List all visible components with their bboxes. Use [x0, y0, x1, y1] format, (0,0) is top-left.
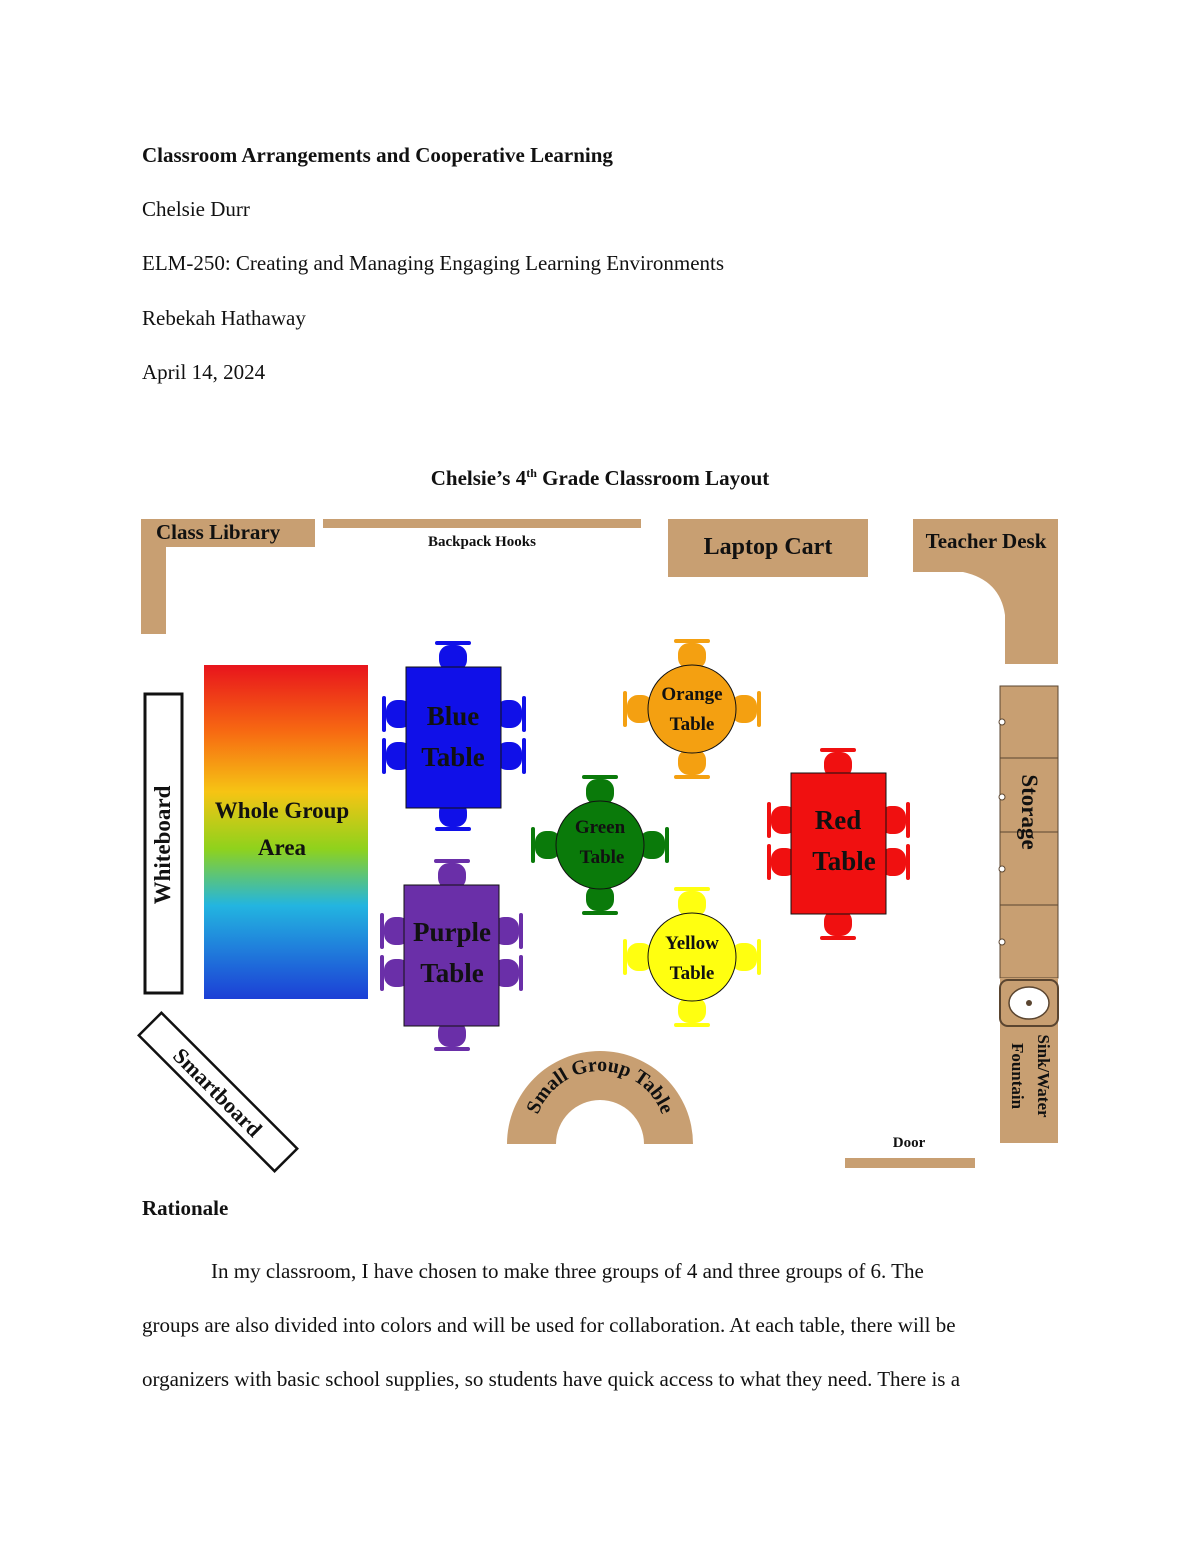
- laptop-cart-label: Laptop Cart: [703, 534, 833, 560]
- yellow-table-label-2: Table: [669, 963, 715, 984]
- storage-cabinets: [999, 686, 1058, 978]
- whiteboard: [145, 694, 182, 993]
- document-title: Classroom Arrangements and Cooperative Learning: [142, 143, 613, 167]
- sink-label-2: Fountain: [1008, 1042, 1027, 1110]
- red-table-label-2: Table: [812, 846, 876, 876]
- teacher-desk-label: Teacher Desk: [925, 529, 1047, 553]
- rationale-line: organizers with basic school supplies, so students have quick access to what they need. There is a: [142, 1367, 961, 1391]
- course-name: ELM-250: Creating and Managing Engaging Learning Environments: [142, 251, 725, 275]
- class-library-label: Class Library: [156, 520, 281, 544]
- whiteboard-label: Whiteboard: [150, 785, 175, 905]
- whole-group-area: [204, 665, 368, 999]
- door-label: Door: [892, 1135, 926, 1151]
- storage-label: Storage: [1017, 774, 1042, 850]
- classroom-floorplan: [0, 500, 1200, 1190]
- backpack-hooks-label: Backpack Hooks: [428, 534, 536, 550]
- orange-table-label-2: Table: [669, 714, 715, 735]
- purple-table-label-2: Table: [420, 958, 484, 988]
- smartboard-label: Smartboard: [168, 1042, 268, 1142]
- red-table-label-1: Red: [814, 805, 862, 835]
- rationale-line: groups are also divided into colors and will be used for collaboration. At each table, there will be: [142, 1313, 956, 1337]
- rationale-paragraph: [142, 1244, 1062, 1406]
- orange-table-label-1: Orange: [661, 684, 723, 705]
- author-name: Chelsie Durr: [142, 197, 250, 221]
- purple-table-label-1: Purple: [413, 917, 491, 947]
- small-group-label-path: Small Group Table: [522, 1053, 678, 1117]
- layout-title-sup: th: [526, 466, 537, 480]
- orange-table: [623, 639, 761, 779]
- yellow-table-label-1: Yellow: [665, 933, 719, 954]
- whole-group-label-2: Area: [257, 835, 307, 860]
- red-table: [767, 748, 910, 940]
- smartboard: [139, 1013, 297, 1171]
- rationale-heading: Rationale: [142, 1196, 229, 1220]
- teacher-desk: [913, 519, 1058, 664]
- document-date: April 14, 2024: [142, 360, 266, 384]
- layout-title-suffix: Grade Classroom Layout: [536, 466, 770, 490]
- backpack-hooks: [323, 519, 641, 550]
- small-group-table: [507, 1051, 693, 1144]
- class-library: [141, 519, 315, 634]
- door: [845, 1135, 975, 1168]
- sink-water-fountain: [1000, 978, 1058, 1143]
- blue-table-label-2: Table: [421, 742, 485, 772]
- layout-title-prefix: Chelsie’s 4: [430, 466, 527, 490]
- yellow-table: [623, 887, 761, 1027]
- laptop-cart: [668, 519, 868, 577]
- purple-table: [380, 859, 523, 1051]
- green-table-label-2: Table: [579, 847, 625, 868]
- sink-label-1: Sink/Water: [1034, 1034, 1053, 1118]
- green-table-label-1: Green: [574, 817, 626, 838]
- blue-table-label-1: Blue: [426, 701, 480, 731]
- whole-group-label-1: Whole Group: [214, 798, 350, 823]
- rationale-line: In my classroom, I have chosen to make three groups of 4 and three groups of 6. The: [211, 1259, 924, 1283]
- layout-title: [0, 466, 1200, 491]
- blue-table: [382, 641, 526, 831]
- green-table: [531, 775, 669, 915]
- instructor-name: Rebekah Hathaway: [142, 306, 306, 330]
